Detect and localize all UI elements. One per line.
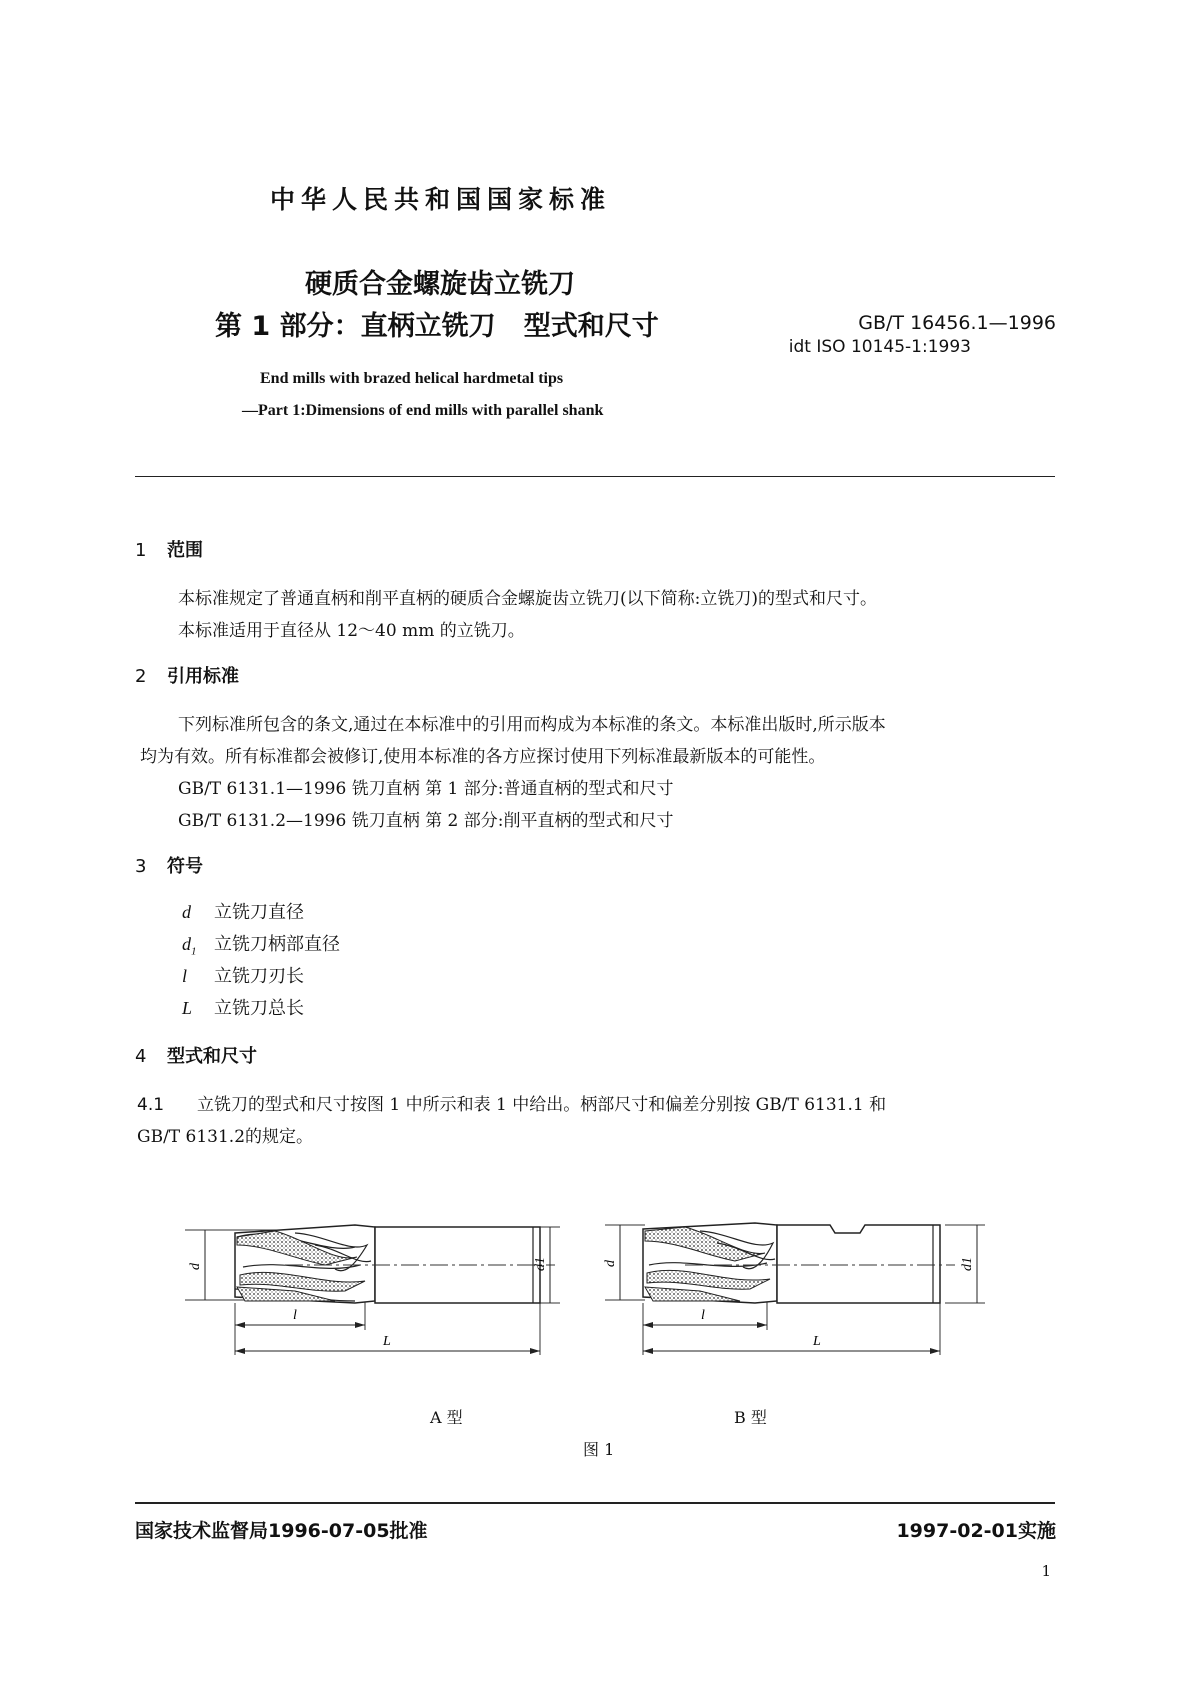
section-1-para-2: 本标准适用于直径从 12～40 mm 的立铣刀。 — [178, 621, 525, 641]
symbol: L — [182, 998, 193, 1018]
section-2-heading — [135, 662, 239, 688]
symbol-row — [182, 930, 340, 958]
idt-code: idt ISO 10145-1:1993 — [788, 337, 971, 357]
effective-date: 1997-02-01实施 — [896, 1520, 1056, 1542]
symbol: $d_1$ — [182, 934, 197, 958]
national-standard-header: 中华人民共和国国家标准 — [270, 185, 612, 214]
reference-2: GB/T 6131.2—1996 铣刀直柄 第 2 部分:削平直柄的型式和尺寸 — [178, 811, 674, 831]
dim-L-label: L — [813, 1334, 821, 1349]
section-title: 引用标准 — [167, 666, 239, 687]
reference-1: GB/T 6131.1—1996 铣刀直柄 第 1 部分:普通直柄的型式和尺寸 — [178, 779, 674, 799]
section-number: 2 — [135, 666, 147, 687]
dim-d-label: d — [188, 1263, 203, 1270]
section-number: 3 — [135, 856, 147, 877]
dim-l-label: l — [293, 1308, 297, 1323]
symbol-desc: 立铣刀柄部直径 — [214, 934, 340, 955]
title-en-line2: —Part 1:Dimensions of end mills with parallel shank — [242, 402, 604, 419]
section-2-para-line-1: 下列标准所包含的条文,通过在本标准中的引用而构成为本标准的条文。本标准出版时,所示版本 — [178, 715, 886, 735]
section-title: 范围 — [167, 540, 203, 561]
section-number: 4 — [135, 1046, 147, 1067]
figure-caption: 图 1 — [583, 1440, 615, 1459]
symbol-row — [182, 962, 304, 988]
section-1-para-1: 本标准规定了普通直柄和削平直柄的硬质合金螺旋齿立铣刀(以下简称:立铣刀)的型式和尺寸。 — [178, 589, 877, 609]
figure-type-b — [605, 1205, 1000, 1360]
figure-label-type-a: A 型 — [430, 1408, 463, 1427]
symbol-row — [182, 898, 304, 924]
approval-date: 国家技术监督局1996-07-05批准 — [135, 1520, 428, 1542]
subsection-number: 4.1 — [137, 1095, 165, 1115]
dim-L-label: L — [383, 1334, 391, 1349]
section-1-heading — [135, 536, 203, 562]
title-cn-line2: 第 1 部分：直柄立铣刀 型式和尺寸 — [215, 311, 659, 342]
symbol-row — [182, 994, 304, 1020]
symbol-desc: 立铣刀直径 — [214, 902, 304, 923]
symbol: d — [182, 902, 191, 922]
dim-d-label: d — [603, 1260, 618, 1267]
symbol-desc: 立铣刀总长 — [214, 998, 304, 1019]
figure-type-a — [185, 1205, 555, 1360]
standard-code: GB/T 16456.1—1996 — [858, 312, 1056, 334]
figure-label-type-b: B 型 — [734, 1408, 767, 1427]
page-number: 1 — [1041, 1562, 1051, 1580]
dim-d1-label: d1 — [533, 1257, 548, 1271]
section-2-para-line-2: 均为有效。所有标准都会被修订,使用本标准的各方应探讨使用下列标准最新版本的可能性。 — [140, 747, 826, 767]
section-4-heading — [135, 1042, 257, 1068]
section-3-heading — [135, 852, 203, 878]
title-en-line1: End mills with brazed helical hardmetal tips — [260, 370, 564, 387]
section-title: 符号 — [167, 856, 203, 877]
section-number: 1 — [135, 540, 147, 561]
symbol-desc: 立铣刀刃长 — [214, 966, 304, 987]
subsection-text: 立铣刀的型式和尺寸按图 1 中所示和表 1 中给出。柄部尺寸和偏差分别按 GB/T 6131.1 和 — [197, 1095, 887, 1115]
section-4-1-para-line-1 — [137, 1090, 886, 1115]
header-divider — [135, 476, 1055, 477]
dim-d1-label: d1 — [960, 1257, 975, 1271]
section-title: 型式和尺寸 — [167, 1046, 257, 1067]
section-4-1-para-line-2: GB/T 6131.2的规定。 — [137, 1127, 314, 1147]
title-cn-line1: 硬质合金螺旋齿立铣刀 — [305, 269, 575, 300]
symbol: l — [182, 966, 188, 986]
footer-divider — [135, 1502, 1055, 1504]
dim-l-label: l — [701, 1308, 705, 1323]
